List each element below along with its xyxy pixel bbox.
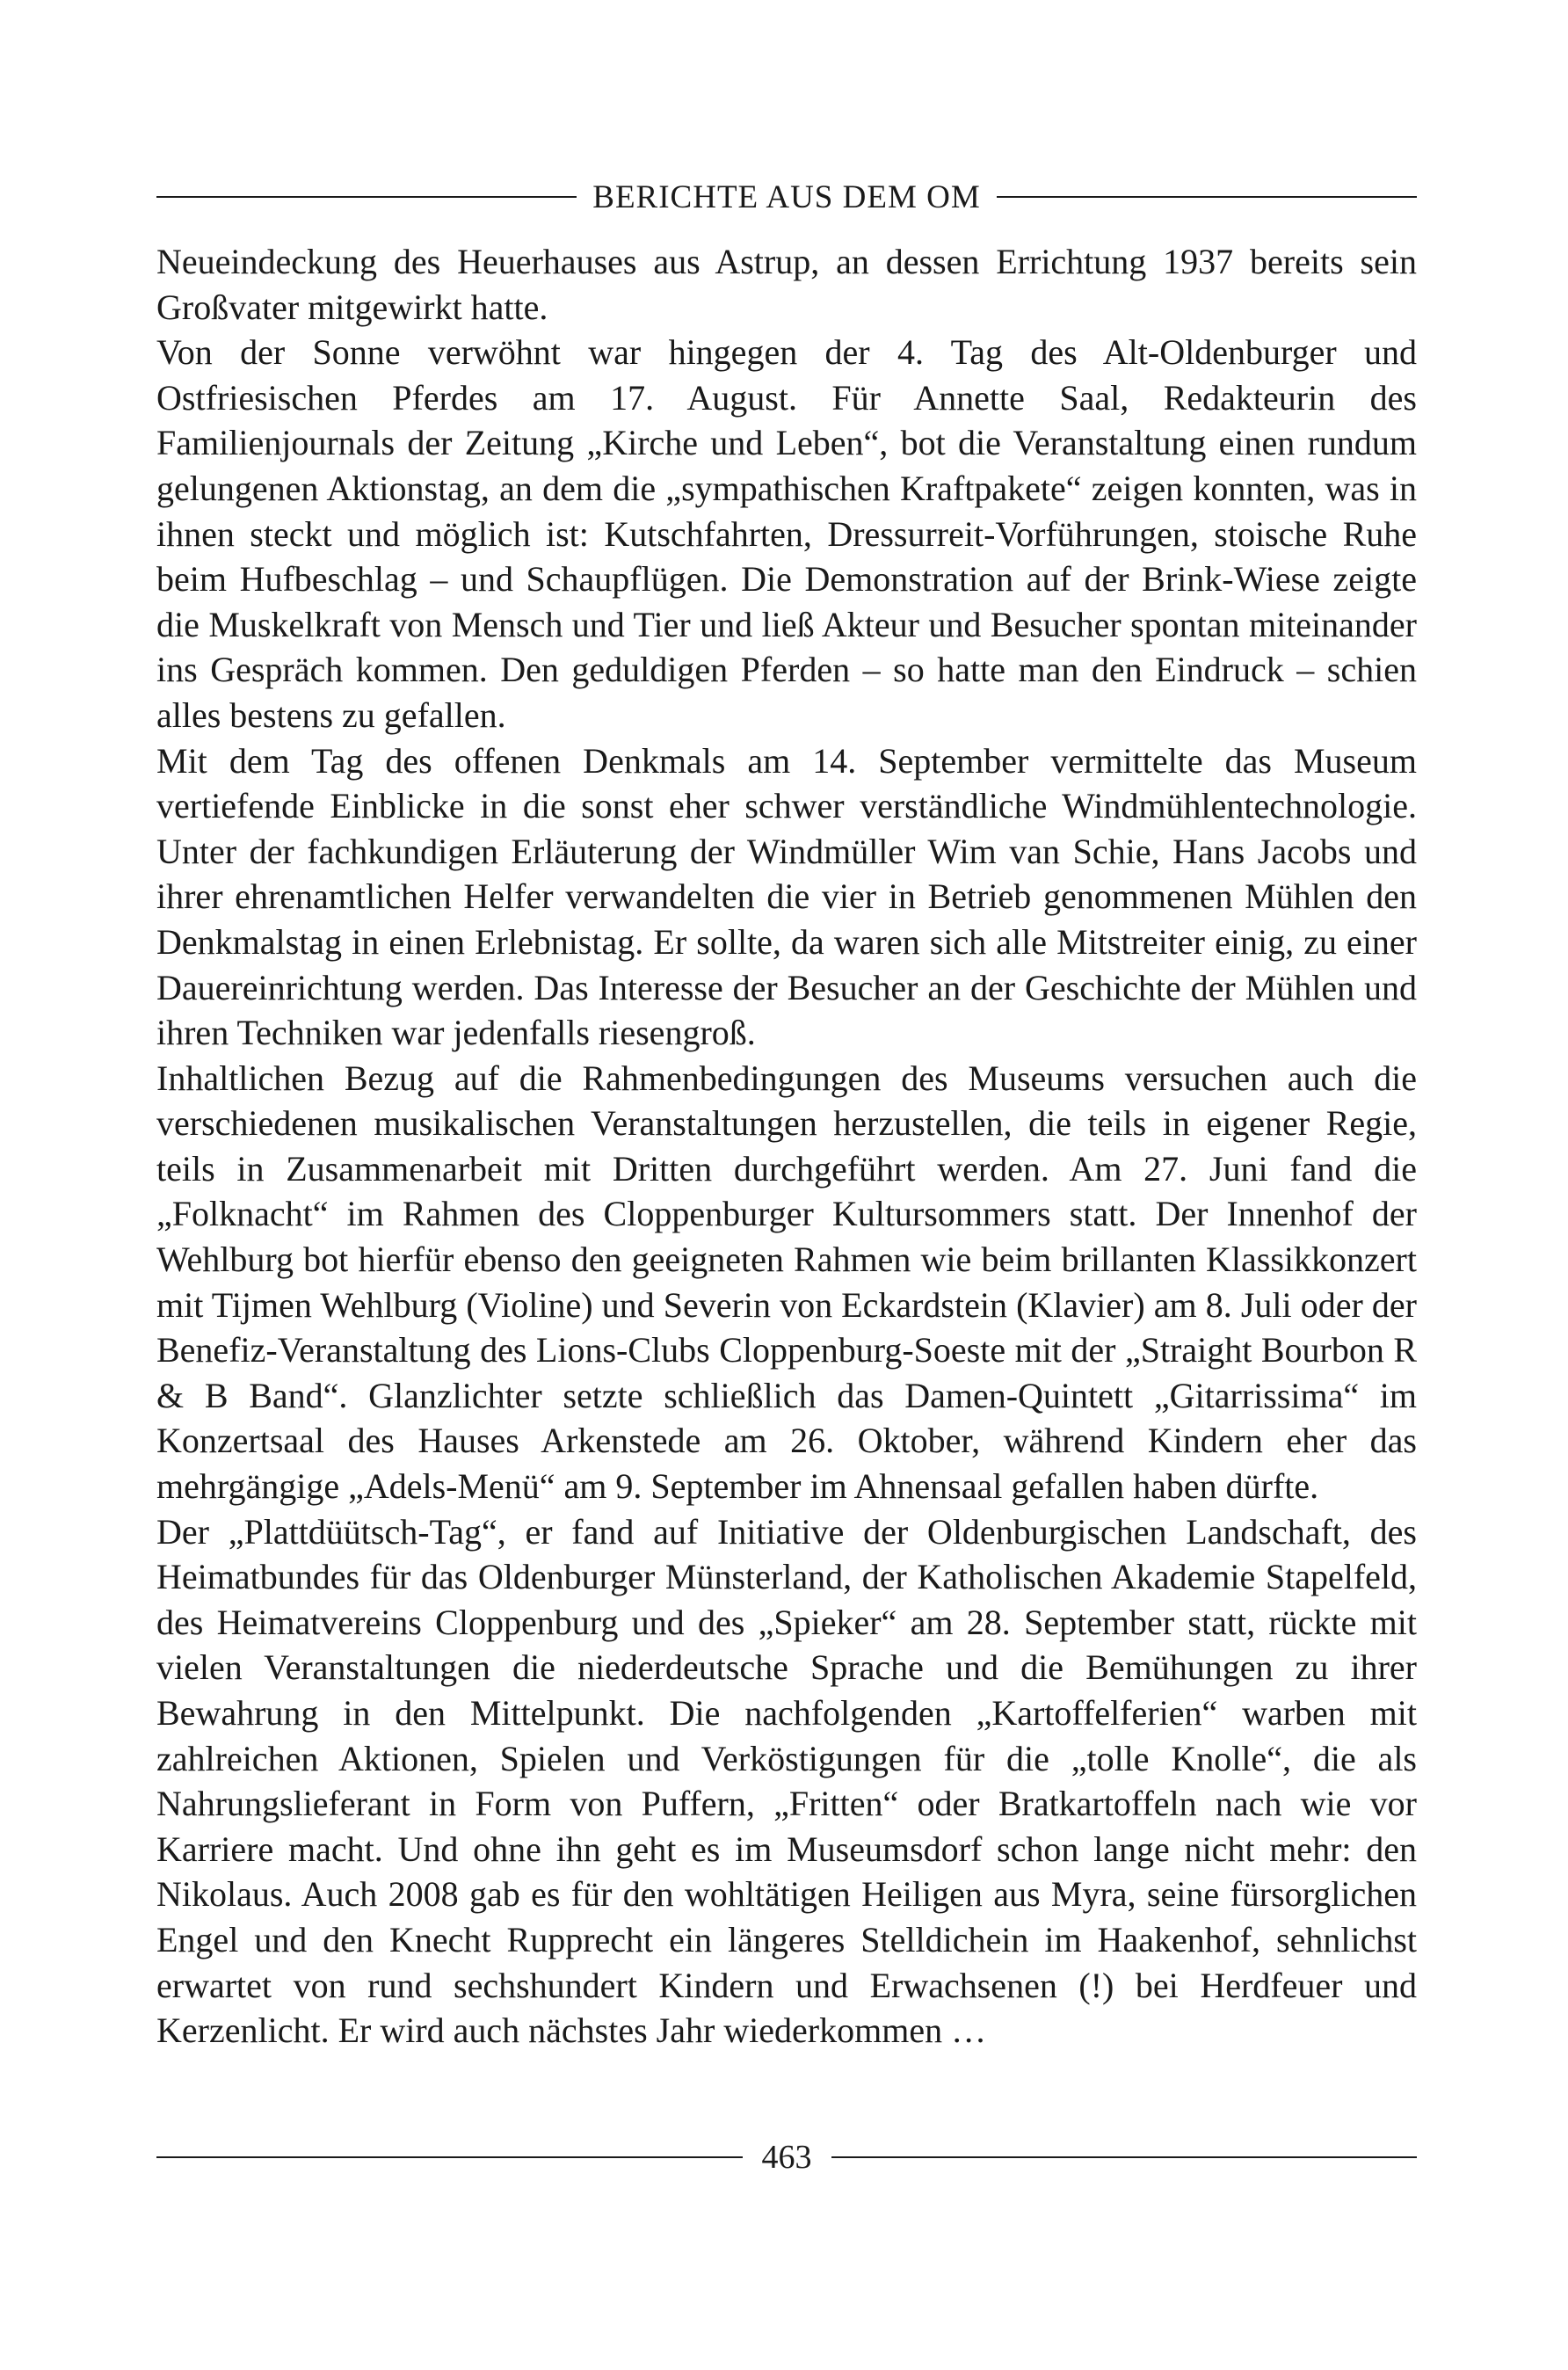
paragraph-3: Mit dem Tag des offenen Denkmals am 14. September vermittelte das Museum vertiefende Einblicke in die sonst eher schwer verständliche Windmühlentechnologie. Unter der fachkundigen Erläuterung der Windmüller Wim van Schie, Hans Jacobs und ihrer ehrenamtlichen Helfer verwandelten die vier in Betrieb genommenen Mühlen den Denkmalstag in einen Erlebnistag. Er sollte, da waren sich alle Mitstreiter einig, zu einer Dauereinrichtung werden. Das Interesse der Besucher an der Geschichte der Mühlen und ihren Techniken war jedenfalls riesengroß. xyxy=(156,740,1417,1053)
paragraph-1: Neueindeckung des Heuerhauses aus Astrup, an dessen Errichtung 1937 bereits sein Großvater mitgewirkt hatte. xyxy=(156,242,1417,327)
running-head-rule-right xyxy=(997,196,1417,198)
paragraph-4: Inhaltlichen Bezug auf die Rahmenbedingungen des Museums versuchen auch die verschiedenen musikalischen Veranstaltungen herzustellen, die teils in eigener Regie, teils in Zusammenarbeit mit Dritten durchgeführt werden. Am 27. Juni fand die „Folknacht“ im Rahmen des Cloppenburger Kultursommers statt. Der Innenhof der Wehlburg bot hierfür ebenso den geeigneten Rahmen wie beim brillanten Klassikkonzert mit Tijmen Wehlburg (Violine) und Severin von Eckardstein (Klavier) am 8. Juli oder der Benefiz-Veranstaltung des Lions-Clubs Cloppenburg-Soeste mit der „Straight Bourbon R & B Band“. Glanzlichter setzte schließlich das Damen-Quintett „Gitarrissima“ im Konzertsaal des Hauses Arkenstede am 26. Oktober, während Kindern eher das mehrgängige „Adels-Menü“ am 9. September im Ahnensaal gefallen haben dürfte. xyxy=(156,1058,1417,1507)
running-head-rule-left xyxy=(156,196,577,198)
paragraph-2: Von der Sonne verwöhnt war hingegen der 4. Tag des Alt-Oldenburger und Ostfriesischen Pferdes am 17. August. Für Annette Saal, Redakteurin des Familienjournals der Zeitung „Kirche und Leben“, bot die Veranstaltung einen rundum gelungenen Aktionstag, an dem die „sympathischen Kraftpakete“ zeigen konnten, was in ihnen steckt und möglich ist: Kutschfahrten, Dressurreit-Vorführungen, stoische Ruhe beim Hufbeschlag – und Schaupflügen. Die Demonstration auf der Brink-Wiese zeigte die Muskelkraft von Mensch und Tier und ließ Akteur und Besucher spontan miteinander ins Gespräch kommen. Den geduldigen Pferden – so hatte man den Eindruck – schien alles bestens zu gefallen. xyxy=(156,332,1417,735)
body-text xyxy=(156,239,1417,2054)
footer-rule-left xyxy=(156,2156,743,2158)
running-head-title: BERICHTE AUS DEM OM xyxy=(592,178,981,215)
page-number: 463 xyxy=(761,2139,812,2176)
paragraph-5: Der „Plattdüütsch-Tag“, er fand auf Initiative der Oldenburgischen Landschaft, des Heimatbundes für das Oldenburger Münsterland, der Katholischen Akademie Stapelfeld, des Heimatvereins Cloppenburg und des „Spieker“ am 28. September statt, rückte mit vielen Veranstaltungen die niederdeutsche Sprache und die Bemühungen zu ihrer Bewahrung in den Mittelpunkt. Die nachfolgenden „Kartoffelferien“ warben mit zahlreichen Aktionen, Spielen und Verköstigungen für die „tolle Knolle“, die als Nahrungslieferant in Form von Puffern, „Fritten“ oder Bratkartoffeln nach wie vor Karriere macht. Und ohne ihn geht es im Museumsdorf schon lange nicht mehr: den Nikolaus. Auch 2008 gab es für den wohltätigen Heiligen aus Myra, seine fürsorglichen Engel und den Knecht Rupprecht ein längeres Stelldichein im Haakenhof, sehnlichst erwartet von rund sechshundert Kindern und Erwachsenen (!) bei Herdfeuer und Kerzenlicht. Er wird auch nächstes Jahr wiederkommen … xyxy=(156,1511,1417,2051)
footer-rule-right xyxy=(831,2156,1418,2158)
page-footer xyxy=(156,2134,1417,2180)
running-head xyxy=(156,174,1417,220)
